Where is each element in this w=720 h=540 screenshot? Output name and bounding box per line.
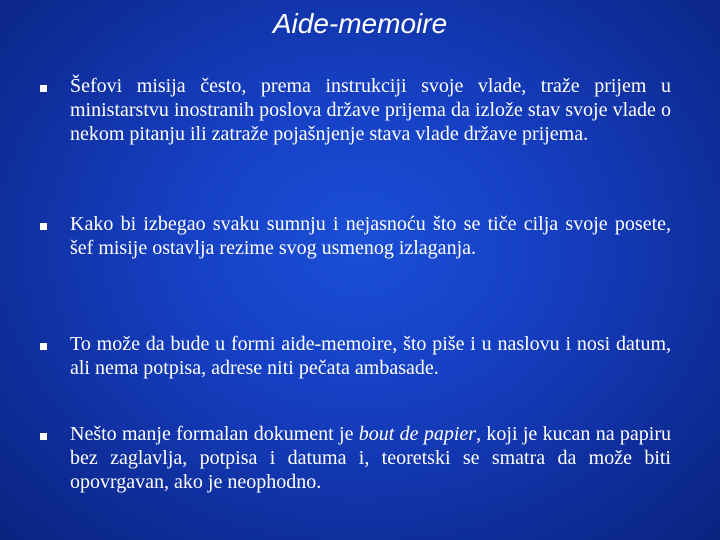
bullet-text-before: Nešto manje formalan dokument je — [70, 423, 359, 445]
bullet-text: Kako bi izbegao svaku sumnju i nejasnoću što se tiče cilja svoje posete, šef misije ostavlja rezime svog usmenog izlaganja. — [70, 213, 671, 259]
slide-title: Aide-memoire — [272, 8, 448, 39]
square-bullet-icon — [40, 223, 47, 230]
bullet-text-after: , koji je kucan na papiru bez zaglavlja, potpisa i datuma i, teoretski se smatra da može biti opovrgavan, ako je neophodno. — [70, 423, 671, 493]
bullet-text: To može da bude u formi aide-memoire, što piše i u naslovu i nosi datum, ali nema potpisa, adrese niti pečata ambasade. — [70, 333, 671, 379]
bullet-text-italic: bout de papier — [358, 423, 477, 445]
square-bullet-icon — [40, 433, 47, 440]
bullet-text: Šefovi misija često, prema instrukciji svoje vlade, traže prijem u ministarstvu inostranih poslova države prijema da izlože stav svoje vlade o nekom pitanju ili zatraže pojašnjenje stava vlade države prijema. — [70, 75, 671, 145]
square-bullet-icon — [40, 85, 47, 92]
bullet-text — [70, 422, 671, 494]
square-bullet-icon — [40, 343, 47, 350]
